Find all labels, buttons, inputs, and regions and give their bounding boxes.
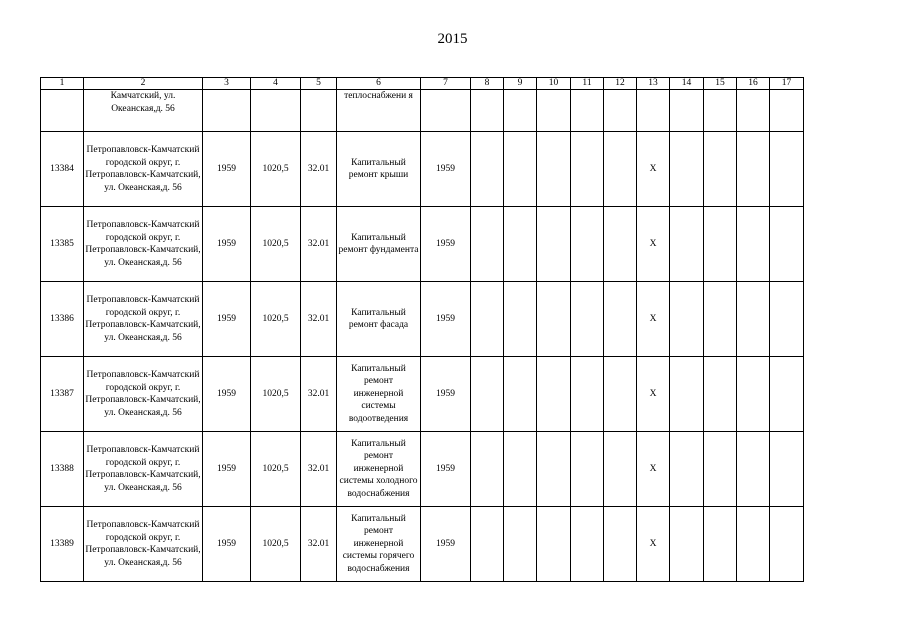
work-cell: Капитальный ремонт инженерной системы водоотведения bbox=[337, 357, 421, 432]
col16-cell bbox=[737, 357, 770, 432]
col10-cell bbox=[537, 90, 571, 132]
col17-cell bbox=[770, 207, 804, 282]
column-header: 2 bbox=[84, 78, 203, 90]
column-header: 6 bbox=[337, 78, 421, 90]
col8-cell bbox=[471, 90, 504, 132]
col11-cell bbox=[571, 90, 604, 132]
col12-cell bbox=[604, 132, 637, 207]
year-cell: 1959 bbox=[421, 282, 471, 357]
year-cell: 1959 bbox=[421, 432, 471, 507]
code-cell: 32.01 bbox=[301, 132, 337, 207]
col14-cell bbox=[670, 507, 704, 582]
col11-cell bbox=[571, 207, 604, 282]
col9-cell bbox=[504, 132, 537, 207]
col16-cell bbox=[737, 432, 770, 507]
year-cell bbox=[421, 90, 471, 132]
column-header: 8 bbox=[471, 78, 504, 90]
col9-cell bbox=[504, 357, 537, 432]
col16-cell bbox=[737, 90, 770, 132]
col9-cell bbox=[504, 207, 537, 282]
area-cell: 1020,5 bbox=[251, 432, 301, 507]
col8-cell bbox=[471, 432, 504, 507]
column-header: 14 bbox=[670, 78, 704, 90]
col14-cell bbox=[670, 357, 704, 432]
column-header: 15 bbox=[704, 78, 737, 90]
code-cell: 32.01 bbox=[301, 207, 337, 282]
year-built-cell: 1959 bbox=[203, 507, 251, 582]
table-row bbox=[41, 357, 804, 432]
col17-cell bbox=[770, 357, 804, 432]
col17-cell bbox=[770, 90, 804, 132]
work-cell: Капитальный ремонт фундамента bbox=[337, 207, 421, 282]
col10-cell bbox=[537, 357, 571, 432]
year-built-cell: 1959 bbox=[203, 207, 251, 282]
work-cell: Капитальный ремонт инженерной системы холодного водоснабжения bbox=[337, 432, 421, 507]
col10-cell bbox=[537, 132, 571, 207]
address-cell: Петропавловск-Камчатский городской округ, г. Петропавловск-Камчатский, ул. Океанская,д. 56 bbox=[84, 357, 203, 432]
table-row bbox=[41, 132, 804, 207]
col16-cell bbox=[737, 507, 770, 582]
address-cell: Камчатский, ул. Океанская,д. 56 bbox=[84, 90, 203, 132]
year-cell: 1959 bbox=[421, 357, 471, 432]
col8-cell bbox=[471, 207, 504, 282]
area-cell: 1020,5 bbox=[251, 207, 301, 282]
id-cell: 13388 bbox=[41, 432, 84, 507]
col9-cell bbox=[504, 282, 537, 357]
col15-cell bbox=[704, 132, 737, 207]
col16-cell bbox=[737, 132, 770, 207]
col11-cell bbox=[571, 282, 604, 357]
continuation-row bbox=[41, 90, 804, 132]
mark-cell: X bbox=[637, 432, 670, 507]
repair-schedule-table bbox=[40, 77, 804, 582]
address-cell: Петропавловск-Камчатский городской округ, г. Петропавловск-Камчатский, ул. Океанская,д. 56 bbox=[84, 207, 203, 282]
table-row bbox=[41, 432, 804, 507]
work-cell: теплоснабжени я bbox=[337, 90, 421, 132]
table-header bbox=[41, 78, 804, 90]
table-row bbox=[41, 507, 804, 582]
year-built-cell: 1959 bbox=[203, 132, 251, 207]
year-built-cell: 1959 bbox=[203, 357, 251, 432]
code-cell bbox=[301, 90, 337, 132]
column-header: 13 bbox=[637, 78, 670, 90]
area-cell bbox=[251, 90, 301, 132]
area-cell: 1020,5 bbox=[251, 282, 301, 357]
col15-cell bbox=[704, 432, 737, 507]
address-cell: Петропавловск-Камчатский городской округ, г. Петропавловск-Камчатский, ул. Океанская,д. 56 bbox=[84, 132, 203, 207]
column-header: 16 bbox=[737, 78, 770, 90]
address-cell: Петропавловск-Камчатский городской округ, г. Петропавловск-Камчатский, ул. Океанская,д. 56 bbox=[84, 282, 203, 357]
col9-cell bbox=[504, 507, 537, 582]
col8-cell bbox=[471, 357, 504, 432]
column-header: 9 bbox=[504, 78, 537, 90]
mark-cell: X bbox=[637, 507, 670, 582]
col17-cell bbox=[770, 132, 804, 207]
table-body bbox=[41, 90, 804, 582]
id-cell: 13387 bbox=[41, 357, 84, 432]
col8-cell bbox=[471, 132, 504, 207]
year-cell: 1959 bbox=[421, 507, 471, 582]
page-year-title: 2015 bbox=[437, 31, 468, 47]
area-cell: 1020,5 bbox=[251, 357, 301, 432]
col10-cell bbox=[537, 507, 571, 582]
column-header: 12 bbox=[604, 78, 637, 90]
col15-cell bbox=[704, 282, 737, 357]
col9-cell bbox=[504, 432, 537, 507]
col8-cell bbox=[471, 507, 504, 582]
col10-cell bbox=[537, 207, 571, 282]
code-cell: 32.01 bbox=[301, 282, 337, 357]
col12-cell bbox=[604, 507, 637, 582]
col16-cell bbox=[737, 282, 770, 357]
col14-cell bbox=[670, 282, 704, 357]
col14-cell bbox=[670, 207, 704, 282]
col12-cell bbox=[604, 90, 637, 132]
mark-cell: X bbox=[637, 282, 670, 357]
year-built-cell: 1959 bbox=[203, 282, 251, 357]
work-cell: Капитальный ремонт крыши bbox=[337, 132, 421, 207]
id-cell: 13384 bbox=[41, 132, 84, 207]
col11-cell bbox=[571, 357, 604, 432]
column-header: 4 bbox=[251, 78, 301, 90]
col15-cell bbox=[704, 357, 737, 432]
col15-cell bbox=[704, 207, 737, 282]
column-header: 10 bbox=[537, 78, 571, 90]
col12-cell bbox=[604, 357, 637, 432]
work-cell: Капитальный ремонт инженерной системы горячего водоснабжения bbox=[337, 507, 421, 582]
code-cell: 32.01 bbox=[301, 357, 337, 432]
col15-cell bbox=[704, 507, 737, 582]
code-cell: 32.01 bbox=[301, 507, 337, 582]
address-cell: Петропавловск-Камчатский городской округ, г. Петропавловск-Камчатский, ул. Океанская,д. 56 bbox=[84, 432, 203, 507]
col11-cell bbox=[571, 432, 604, 507]
year-cell: 1959 bbox=[421, 207, 471, 282]
col13-cell bbox=[637, 90, 670, 132]
id-cell bbox=[41, 90, 84, 132]
column-header: 3 bbox=[203, 78, 251, 90]
col14-cell bbox=[670, 90, 704, 132]
col17-cell bbox=[770, 432, 804, 507]
col14-cell bbox=[670, 132, 704, 207]
col17-cell bbox=[770, 282, 804, 357]
col12-cell bbox=[604, 282, 637, 357]
col11-cell bbox=[571, 507, 604, 582]
area-cell: 1020,5 bbox=[251, 132, 301, 207]
col11-cell bbox=[571, 132, 604, 207]
col8-cell bbox=[471, 282, 504, 357]
column-header: 1 bbox=[41, 78, 84, 90]
year-built-cell bbox=[203, 90, 251, 132]
column-header: 7 bbox=[421, 78, 471, 90]
year-built-cell: 1959 bbox=[203, 432, 251, 507]
col9-cell bbox=[504, 90, 537, 132]
code-cell: 32.01 bbox=[301, 432, 337, 507]
col12-cell bbox=[604, 207, 637, 282]
area-cell: 1020,5 bbox=[251, 507, 301, 582]
column-header: 5 bbox=[301, 78, 337, 90]
mark-cell: X bbox=[637, 357, 670, 432]
address-cell: Петропавловск-Камчатский городской округ, г. Петропавловск-Камчатский, ул. Океанская,д. 56 bbox=[84, 507, 203, 582]
table-row bbox=[41, 282, 804, 357]
id-cell: 13386 bbox=[41, 282, 84, 357]
year-cell: 1959 bbox=[421, 132, 471, 207]
col15-cell bbox=[704, 90, 737, 132]
column-header: 17 bbox=[770, 78, 804, 90]
mark-cell: X bbox=[637, 207, 670, 282]
header-row bbox=[41, 78, 804, 90]
col17-cell bbox=[770, 507, 804, 582]
mark-cell: X bbox=[637, 132, 670, 207]
col16-cell bbox=[737, 207, 770, 282]
table-row bbox=[41, 207, 804, 282]
col10-cell bbox=[537, 282, 571, 357]
col12-cell bbox=[604, 432, 637, 507]
col14-cell bbox=[670, 432, 704, 507]
col10-cell bbox=[537, 432, 571, 507]
id-cell: 13385 bbox=[41, 207, 84, 282]
id-cell: 13389 bbox=[41, 507, 84, 582]
work-cell: Капитальный ремонт фасада bbox=[337, 282, 421, 357]
column-header: 11 bbox=[571, 78, 604, 90]
